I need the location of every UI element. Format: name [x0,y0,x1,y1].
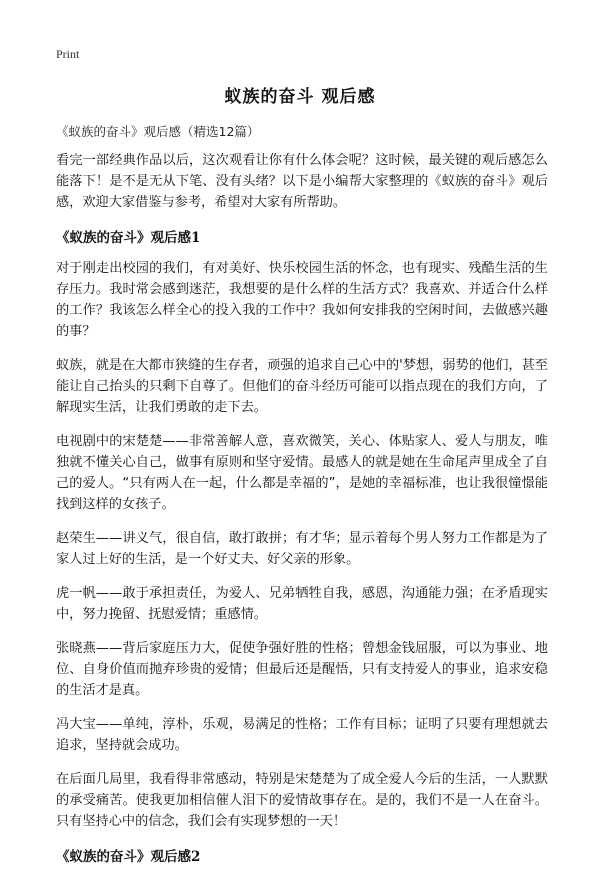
paragraph: 对于刚走出校园的我们，有对美好、快乐校园生活的怀念，也有现实、残酷生活的生存压力。我时常会感到迷茫，我想要的是什么样的生活方式？我喜欢、并适合什么样的工作？我该怎么样全心的投入我的工作中？我如何安排我的空闲时间，去做感兴趣的事？ [56,261,548,339]
paragraph: 电视剧中的宋楚楚——非常善解人意，喜欢微笑，关心、体贴家人、爱人与朋友，唯独就不懂关心自己，做事有原则和坚守爱情。最感人的就是她在生命尾声里成全了自己的爱人。“只有两人在一起，什么都是幸福的”，是她的幸福标准，也让我很憧憬能找到这样的女孩子。 [56,434,548,512]
print-label[interactable]: Print [56,47,80,61]
paragraph: 蚁族，就是在大都市狭缝的生存者，顽强的追求自己心中的'梦想，弱势的他们，甚至能让自己抬头的只剩下自尊了。但他们的奋斗经历可能可以指点现在的我们方向，了解现实生活，让我们勇敢的走下去。 [56,358,548,415]
paragraph: 张晓燕——背后家庭压力大，促使争强好胜的性格；曾想金钱屈服，可以为事业、地位、自身价值而抛弃珍贵的爱情；但最后还是醒悟，只有支持爱人的事业，追求安稳的生活才是真。 [56,641,548,698]
subtitle: 《蚁族的奋斗》观后感（精选12篇） [56,124,260,139]
paragraph: 冯大宝——单纯，淳朴，乐观，易满足的性格；工作有目标；证明了只要有理想就去追求，坚持就会成功。 [56,717,548,753]
article-body [56,150,548,877]
section-heading-1: 《蚁族的奋斗》观后感1 [56,230,201,246]
paragraph: 在后面几局里，我看得非常感动，特别是宋楚楚为了成全爱人今后的生活，一人默默的承受痛苦。使我更加相信催人泪下的爱情故事存在。是的，我们不是一人在奋斗。只有坚持心中的信念，我们会有实现梦想的一天！ [56,772,548,829]
page-title: 蚁族的奋斗 观后感 [224,87,376,107]
paragraph: 虎一帆——敢于承担责任，为爱人、兄弟牺牲自我，感恩，沟通能力强；在矛盾现实中，努力挽留、抚慰爱情；重感情。 [56,586,548,622]
intro-paragraph: 看完一部经典作品以后，这次观看让你有什么体会呢？这时候，最关键的观后感怎么能落下！是不是无从下笔、没有头绪？以下是小编帮大家整理的《蚁族的奋斗》观后感，欢迎大家借鉴与参考，希望对大家有所帮助。 [56,153,548,210]
paragraph: 赵荣生——讲义气，很自信，敢打敢拼；有才华；显示着每个男人努力工作都是为了家人过上好的生活，是一个好丈夫、好父亲的形象。 [56,531,548,567]
section-heading-2: 《蚁族的奋斗》观后感2 [56,849,201,865]
